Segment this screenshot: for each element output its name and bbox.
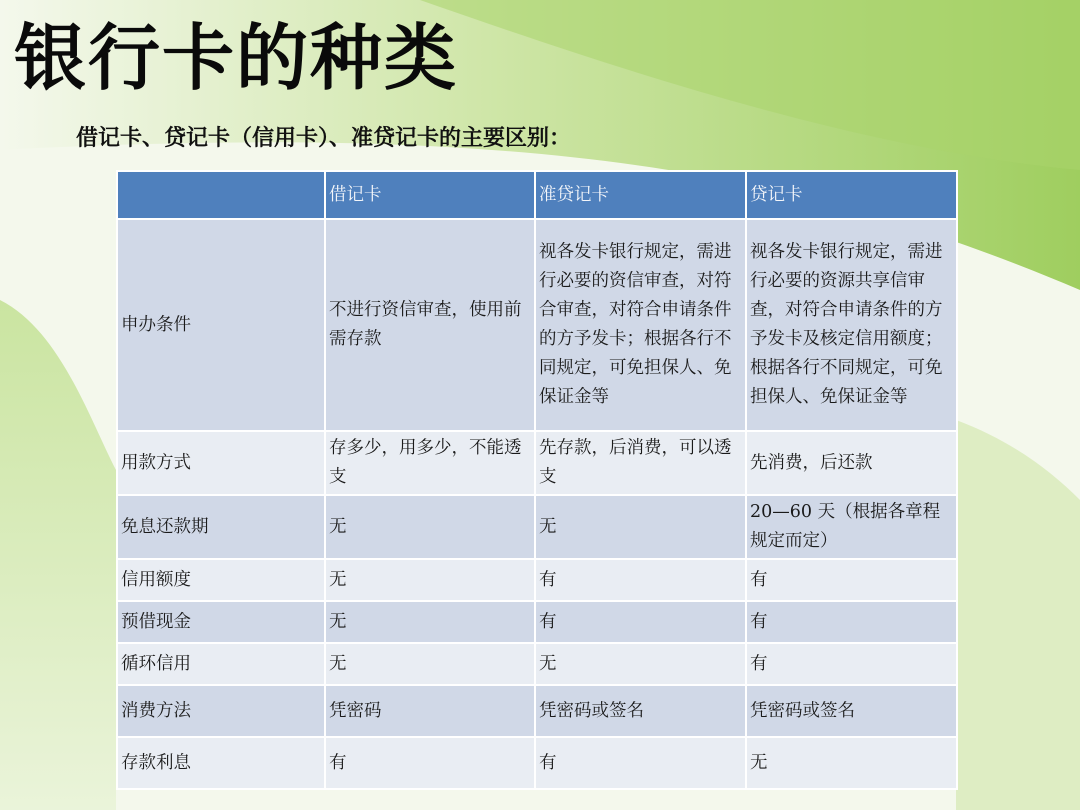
debit-cell: 无 — [325, 559, 535, 601]
quasi-credit-cell: 有 — [535, 559, 746, 601]
quasi-credit-cell: 无 — [535, 643, 746, 685]
quasi-credit-cell: 有 — [535, 737, 746, 789]
slide-title: 银行卡的种类 — [14, 16, 459, 100]
debit-cell: 有 — [325, 737, 535, 789]
quasi-credit-cell: 视各发卡银行规定，需进行必要的资信审查，对符合审查，对符合申请条件的方予发卡；根据各行不同规定，可免担保人、免保证金等 — [535, 219, 746, 431]
debit-cell: 凭密码 — [325, 685, 535, 737]
quasi-credit-cell: 先存款，后消费，可以透支 — [535, 431, 746, 495]
header-corner-cell — [117, 171, 325, 219]
row-label: 申办条件 — [117, 219, 325, 431]
row-label: 免息还款期 — [117, 495, 325, 559]
table-row — [117, 219, 957, 431]
table-row — [117, 559, 957, 601]
row-label: 用款方式 — [117, 431, 325, 495]
credit-cell: 视各发卡银行规定，需进行必要的资源共享信审查，对符合申请条件的方予发卡及核定信用额度；根据各行不同规定，可免担保人、免保证金等 — [746, 219, 957, 431]
debit-cell: 无 — [325, 601, 535, 643]
debit-cell: 不进行资信审查，使用前需存款 — [325, 219, 535, 431]
table-row — [117, 643, 957, 685]
credit-cell: 有 — [746, 601, 957, 643]
table-row — [117, 601, 957, 643]
credit-cell: 20—60 天（根据各章程规定而定） — [746, 495, 957, 559]
table-row — [117, 495, 957, 559]
table-row — [117, 737, 957, 789]
debit-cell: 存多少，用多少，不能透支 — [325, 431, 535, 495]
header-credit-card: 贷记卡 — [746, 171, 957, 219]
credit-cell: 先消费，后还款 — [746, 431, 957, 495]
row-label: 信用额度 — [117, 559, 325, 601]
row-label: 预借现金 — [117, 601, 325, 643]
quasi-credit-cell: 有 — [535, 601, 746, 643]
quasi-credit-cell: 无 — [535, 495, 746, 559]
credit-cell: 有 — [746, 559, 957, 601]
debit-cell: 无 — [325, 643, 535, 685]
comparison-table — [116, 170, 958, 790]
table-header-row — [117, 171, 957, 219]
table-row — [117, 431, 957, 495]
credit-cell: 有 — [746, 643, 957, 685]
row-label: 消费方法 — [117, 685, 325, 737]
header-quasi-credit-card: 准贷记卡 — [535, 171, 746, 219]
table-row — [117, 685, 957, 737]
row-label: 循环信用 — [117, 643, 325, 685]
slide-subtitle: 借记卡、贷记卡（信用卡）、准贷记卡的主要区别： — [76, 126, 572, 151]
quasi-credit-cell: 凭密码或签名 — [535, 685, 746, 737]
credit-cell: 无 — [746, 737, 957, 789]
debit-cell: 无 — [325, 495, 535, 559]
credit-cell: 凭密码或签名 — [746, 685, 957, 737]
header-debit-card: 借记卡 — [325, 171, 535, 219]
row-label: 存款利息 — [117, 737, 325, 789]
